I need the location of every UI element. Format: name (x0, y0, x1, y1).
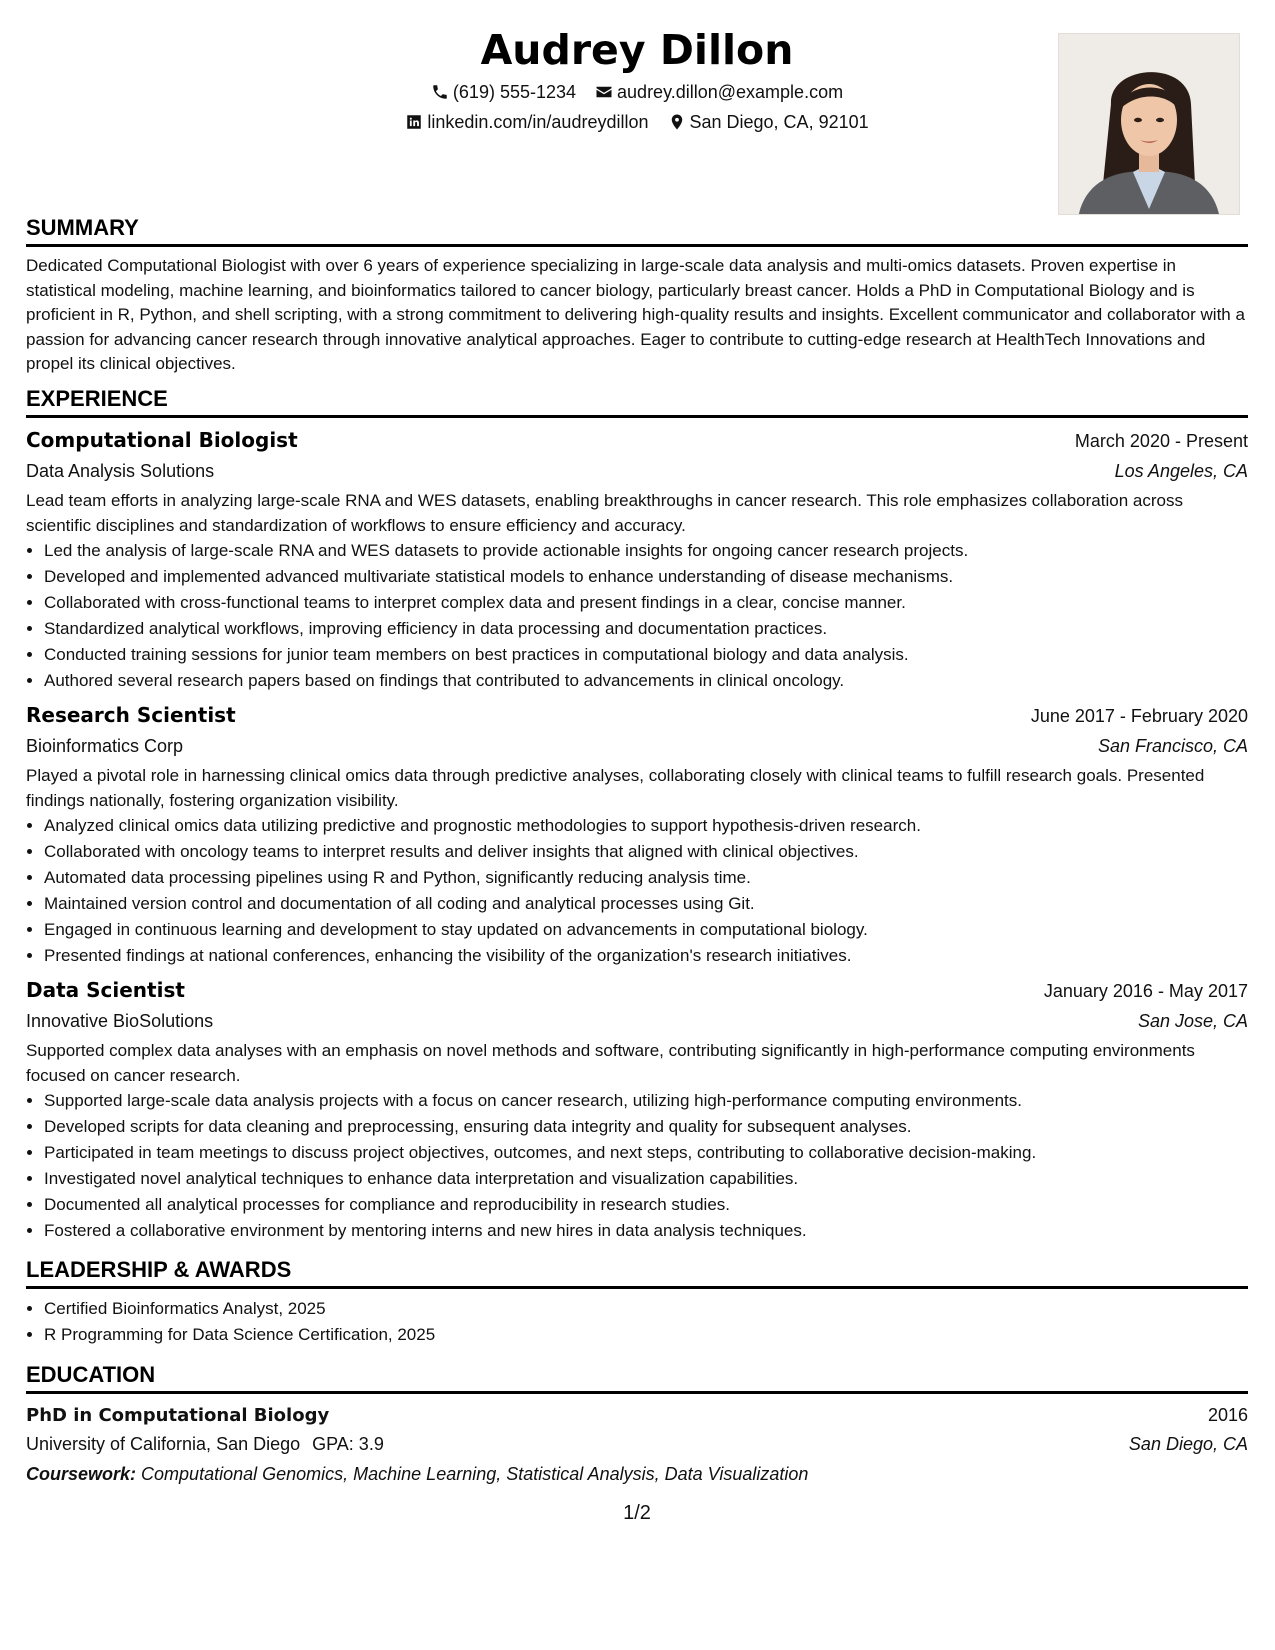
linkedin-contact[interactable] (405, 110, 648, 134)
job-company: Data Analysis Solutions (26, 461, 215, 481)
coursework-list: Computational Genomics, Machine Learning, Statistical Analysis, Data Visualization (141, 1464, 809, 1484)
education-location: San Diego, CA (1128, 1434, 1248, 1454)
bullet-item: • Led the analysis of large-scale RNA and WES datasets to provide actionable insights for ongoing cancer research projects. (44, 538, 1248, 564)
coursework-line (26, 1459, 1248, 1489)
bullet-item: • Documented all analytical processes for compliance and reproducibility in research studies. (44, 1192, 1248, 1218)
bullet-item: • Participated in team meetings to discuss project objectives, outcomes, and next steps, contributing to collaborative decision-making. (44, 1140, 1248, 1166)
summary-section (26, 214, 1248, 377)
job-company: Innovative BioSolutions (26, 1011, 214, 1031)
bullet-item: • Maintained version control and documentation of all coding and analytical processes using Git. (44, 891, 1248, 917)
job-title: Computational Biologist (26, 428, 298, 452)
bullet-item: • Fostered a collaborative environment by mentoring interns and new hires in data analysis techniques. (44, 1218, 1248, 1244)
job-dates: January 2016 - May 2017 (1043, 981, 1248, 1001)
bullet-item: • Investigated novel analytical techniques to enhance data interpretation and visualization capabilities. (44, 1166, 1248, 1192)
job-location: San Jose, CA (1137, 1011, 1248, 1031)
job-entry (26, 700, 1248, 969)
awards-section (26, 1256, 1248, 1348)
job-company: Bioinformatics Corp (26, 736, 184, 756)
bullet-item: • Automated data processing pipelines using R and Python, significantly reducing analysis time. (44, 865, 1248, 891)
education-year: 2016 (1207, 1405, 1248, 1425)
phone-number: (619) 555-1234 (452, 82, 577, 102)
summary-heading: SUMMARY (26, 214, 1248, 247)
job-bullets (26, 1088, 1248, 1244)
profile-photo-portrait (1059, 34, 1239, 214)
awards-list (26, 1296, 1248, 1348)
bullet-item: • Presented findings at national conferences, enhancing the visibility of the organization's research initiatives. (44, 943, 1248, 969)
envelope-icon (595, 83, 613, 101)
bullet-item: • Conducted training sessions for junior team members on best practices in computational biology and data analysis. (44, 642, 1248, 668)
page-number: 1/2 (623, 1502, 651, 1524)
bullet-item: • Engaged in continuous learning and development to stay updated on advancements in computational biology. (44, 917, 1248, 943)
job-title: Research Scientist (26, 703, 236, 727)
candidate-name: Audrey Dillon (480, 26, 794, 74)
education-section (26, 1361, 1248, 1489)
education-degree: PhD in Computational Biology (26, 1405, 330, 1426)
linkedin-link[interactable]: linkedin.com/in/audreydillon (427, 112, 649, 132)
bullet-item: • Analyzed clinical omics data utilizing predictive and prognostic methodologies to support hypothesis-driven research. (44, 813, 1248, 839)
email-contact[interactable] (595, 80, 843, 104)
job-description: Lead team efforts in analyzing large-scale RNA and WES datasets, enabling breakthroughs in cancer research. This role emphasizes collaboration across scientific disciplines and standardization of workflows to ensure efficiency and accuracy. (26, 491, 1183, 535)
job-description: Supported complex data analyses with an emphasis on novel methods and software, contributing significantly in high-performance computing environments focused on cancer research. (26, 1041, 1195, 1085)
bullet-item: • Collaborated with oncology teams to interpret results and deliver insights that aligned with clinical objectives. (44, 839, 1248, 865)
job-bullets (26, 538, 1248, 694)
location-contact (668, 110, 869, 134)
job-dates: June 2017 - February 2020 (1030, 706, 1248, 726)
bullet-item: • Supported large-scale data analysis projects with a focus on cancer research, utilizing high-performance computing environments. (44, 1088, 1248, 1114)
job-entry (26, 425, 1248, 694)
education-gpa: GPA: 3.9 (312, 1434, 384, 1454)
bullet-item: • Collaborated with cross-functional teams to interpret complex data and present findings in a clear, concise manner. (44, 590, 1248, 616)
job-bullets (26, 813, 1248, 969)
job-location: Los Angeles, CA (1114, 461, 1248, 481)
coursework-label: Coursework: (26, 1464, 137, 1484)
experience-section (26, 385, 1248, 1244)
education-heading: EDUCATION (26, 1361, 1248, 1394)
award-item: • Certified Bioinformatics Analyst, 2025 (44, 1296, 1248, 1322)
bullet-item: • Standardized analytical workflows, improving efficiency in data processing and documentation practices. (44, 616, 1248, 642)
email-link[interactable]: audrey.dillon@example.com (617, 82, 844, 102)
job-location: San Francisco, CA (1097, 736, 1248, 756)
bullet-item: • Authored several research papers based on findings that contributed to advancements in clinical oncology. (44, 668, 1248, 694)
job-title: Data Scientist (26, 978, 185, 1002)
award-item: • R Programming for Data Science Certification, 2025 (44, 1322, 1248, 1348)
phone-contact (431, 80, 576, 104)
phone-icon (431, 83, 449, 101)
awards-heading: LEADERSHIP & AWARDS (26, 1256, 1248, 1289)
bullet-item: • Developed scripts for data cleaning and preprocessing, ensuring data integrity and quality for subsequent analyses. (44, 1114, 1248, 1140)
job-entry (26, 975, 1248, 1244)
profile-photo (1058, 33, 1240, 215)
job-dates: March 2020 - Present (1074, 431, 1248, 451)
resume-page (26, 0, 1248, 1650)
linkedin-icon (405, 113, 423, 131)
resume-header (26, 22, 1248, 212)
location-text: San Diego, CA, 92101 (689, 112, 869, 132)
education-school: University of California, San Diego (26, 1434, 301, 1454)
summary-text: Dedicated Computational Biologist with over 6 years of experience specializing in large-scale data analysis and multi-omics datasets. Proven expertise in statistical modeling, machine learning, and bioinformatics tailored to cancer biology, particularly breast cancer. Holds a PhD in Computational Biology and is proficient in R, Python, and shell scripting, with a strong commitment to delivering high-quality results and insights. Excellent communicator and collaborator with a passion for advancing cancer research through innovative analytical approaches. Eager to contribute to cutting-edge research at HealthTech Innovations and propel its clinical objectives. (26, 256, 1245, 373)
experience-heading: EXPERIENCE (26, 385, 1248, 418)
bullet-item: • Developed and implemented advanced multivariate statistical models to enhance understanding of disease mechanisms. (44, 564, 1248, 590)
job-description: Played a pivotal role in harnessing clinical omics data through predictive analyses, collaborating closely with clinical teams to fulfill research goals. Presented findings nationally, fostering organization visibility. (26, 766, 1205, 810)
map-marker-icon (668, 113, 686, 131)
